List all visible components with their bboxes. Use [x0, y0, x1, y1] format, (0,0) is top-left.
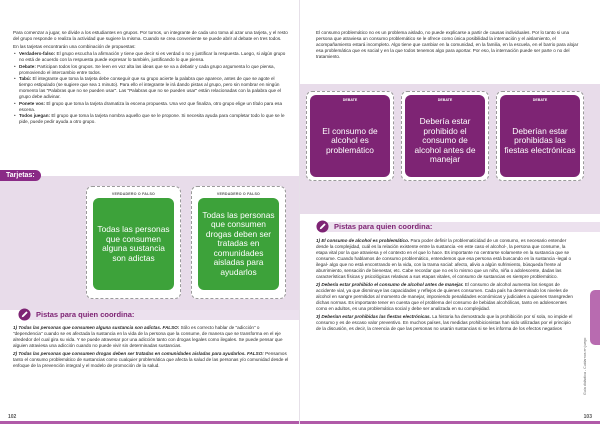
pista-item: 2) Todas las personas que consumen drogas deben ser tratadas en comunidades aisladas para ayudarlos. FALSO: Pensamos tanto el consumo problemático de sustancias como cualquier problemática que afecta la salud de las personas y/o comunidad desde el enfoque de la prevención integral y el modelo de promoción de la salud.	[13, 351, 289, 368]
pista-item: 1) El consumo de alcohol es problemático. Para poder definir la problematicidad de un consumo, es necesario entender desde la complejidad, cuál es la relación existente entre la sustancia -en este caso el alcohol-, la persona que consume, la etapa vital por la que atraviesa y el contexto en el que lo hace. Es importante no centrarse solamente en la sustancia que se consume. Cuando hablamos de consumo problemático, entendemos que esa persona está buscando en la sustancia -legal o ilegal- algo que no está encontrando en la vida, con la trama social: afecto, alivio a algún sufrimiento, búsqueda frente al aburrimiento, sensación de bienestar, etc. Cabe recordar que no es lo mismo que un niño, niña o adolescente, dadas las características físicas y psicológicas relativas a sus etapas vitales, el consumo de sustancias es siempre problemático.	[316, 238, 572, 279]
card-debate-1[interactable]	[306, 91, 394, 181]
card-text: Debería estar prohibido el consumo de alcohol antes de manejar	[405, 95, 485, 177]
card-head: DEBATE	[342, 98, 358, 102]
card-debate-3[interactable]	[496, 91, 584, 181]
pencil-icon	[18, 308, 31, 321]
tarjetas-label: Tarjetas:	[0, 170, 41, 181]
pista-item: 3) Deberían estar prohibidas las fiestas electrónicas. La historia ha demostrado que la prohibición por sí sola, no impide el consumo y es de escaso valor preventivo. En muchos países, las medidas prohibicionistas han sido utilizadas por el principio de la discusión, es decir, la creencia de que las personas no usarán sustancias si se les informa de los efectos negativos	[316, 314, 573, 331]
right-pistas-text	[316, 238, 576, 334]
card-head: DEBATE	[532, 98, 548, 102]
card-text: El consumo de alcohol es problemático	[310, 95, 390, 177]
card-text: Todas las personas que consumen drogas deben ser tratadas en comunidades aisladas para ayudarlos	[198, 198, 279, 290]
card-debate-2[interactable]	[401, 91, 489, 181]
pistas-text	[13, 325, 289, 371]
pista-item: 2) Debería estar prohibido el consumo de alcohol antes de manejar. El consumo de alcohol aumenta los riesgos de accidente vial, ya que disminuye las capacidades y reflejos de quienes consumen. Cada país ha determinado los niveles de alcohol en sangre permitidos al momento de manejar, imponiendo penalidades económicas y judiciales a quienes transgreden dichas normas. Es importante tener en cuenta que el problema del consumo de bebidas alcohólicas, tanto en adolescentes como en adultos, es una problemática social y debe ser analizada en su complejidad.	[316, 282, 573, 311]
intro-text	[13, 30, 289, 126]
list-intro: En las tarjetas encontrarán una combinación de propuestas:	[13, 44, 136, 49]
list-item: • Todos juegan: El grupo que toma la tarjeta nombra aquello que se le propone. Si necesita ayuda para completar todo lo que se le pide, puede pedir ayuda a otro grupo.	[19, 113, 289, 125]
list-item: • Tabú: El integrante que toma la tarjeta debe conseguir que su grupo acierte la palabra que aparece, antes de que se agote el tiempo estipulado (se sugiere que sea 1 minuto). Para ello el integrante le irá dando pistas al grupo, pero sin nombrar en ningún momento las "Palabras que no se pueden usar". Las "Palabras que no se pueden usar" están relacionadas con la palabra que el grupo debe adivinar.	[19, 76, 289, 100]
card-head: DEBATE	[437, 98, 453, 102]
list-item: • Debate: Participan todos los grupos. Se leen en voz alta las ideas que se va a debatir y cada grupo argumenta lo que piensa, promoviendo el intercambio entre todos.	[19, 64, 289, 76]
page-number: 102	[8, 414, 17, 420]
right-intro	[316, 30, 586, 62]
list-item: • Ponete vos: El grupo que toma la tarjeta dramatiza la escena propuesta. Una vez que finaliza, otro grupo elige un título para esa escena.	[19, 101, 289, 113]
pistas-title: Pistas para quien coordina:	[334, 222, 433, 231]
page-number: 103	[583, 414, 592, 420]
side-tab	[590, 290, 600, 345]
card-head: VERDADERO O FALSO	[216, 192, 261, 196]
pistas-title: Pistas para quien coordina:	[36, 310, 135, 319]
right-page	[300, 0, 600, 424]
pencil-icon	[316, 220, 329, 233]
card-verdadero-falso-1[interactable]	[86, 186, 181, 299]
right-intro-paragraph: El consumo problemático no es un problema aislado, no puede explicarse a partir de causas individuales. Por lo tanto si una persona que atraviesa un consumo problemático se le ofrece como única posibilidad la internación y el aislamiento, el acompañamiento estará incompleto. Algo tiene que cambiar en la comunidad, en la familia, en la escuela, en el barrio para alojar esa problemática que es social y en la que todos tenemos algo para aportar. Por eso, la internación puede ser parte o no del tratamiento.	[316, 30, 579, 59]
card-text: Deberían estar prohibidas las fiestas electrónicas	[500, 95, 580, 177]
card-text: Todas las personas que consumen alguna sustancia son adictas	[93, 198, 174, 290]
list-item: • Verdadero-falso: El grupo escucha la afirmación y tiene que decir si es verdad o no y justificar la respuesta. Luego, si algún grupo no está de acuerdo con la respuesta puede expresar lo también, justificando lo que piensa.	[19, 51, 289, 63]
pista-item: 1) Todas las personas que consumen alguna sustancia son adictas. FALSO: Sólo es correcto hablar de "adicción" o "dependencia" cuando se es afectada la sustancia en la vida de la persona que la consume, de manera que se transforma en el eje alrededor del cual gira su vida. Y se puede atravesar por una adicción tanto con drogas legales como ilegales. Se puede pensar que alguien atraviesa una adicción cuando no puede vivir sin determinadas sustancias.	[13, 325, 283, 348]
proposal-list	[13, 51, 289, 125]
card-verdadero-falso-2[interactable]	[191, 186, 286, 299]
card-head: VERDADERO O FALSO	[111, 192, 156, 196]
intro-paragraph: Para comenzar a jugar, se divide a los estudiantes en grupos. Por turnos, un integrante de cada uno toma al azar una tarjeta, y el resto del grupo responde o realiza la actividad que sugiere la misma. Cuando se crea conveniente se puede abrir al debate en tres todos.	[13, 30, 288, 41]
side-caption: Guía didáctica - Cuidarnos en juego	[583, 337, 587, 395]
